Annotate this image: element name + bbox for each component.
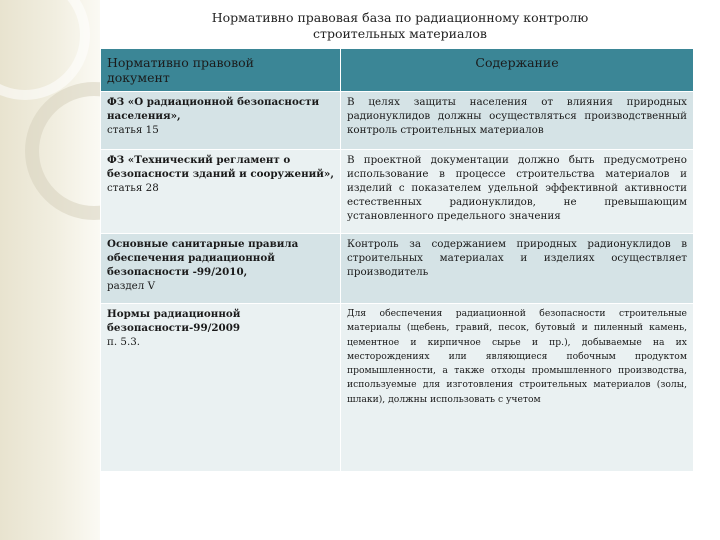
document-reference: статья 28 xyxy=(107,182,159,194)
header-document-line2: документ xyxy=(107,70,170,85)
document-title: ФЗ «Технический регламент о безопасности зданий и сооружений», xyxy=(107,154,334,180)
content-cell: В проектной документации должно быть предусмотрено использование в процессе строительства материалов и изделий с показателем удельной эффективной активности естественных радионуклидов, не превышающим установленного предельного значения xyxy=(341,150,694,234)
document-cell xyxy=(101,234,341,304)
table-row xyxy=(101,304,694,472)
document-title: ФЗ «О радиационной безопасности населения», xyxy=(107,96,320,122)
document-title: Основные санитарные правила обеспечения радиационной безопасности -99/2010, xyxy=(107,238,299,278)
document-cell xyxy=(101,150,341,234)
slide-title xyxy=(120,10,680,42)
document-cell xyxy=(101,304,341,472)
content-cell: В целях защиты населения от влияния природных радионуклидов должны осуществляться производственный контроль строительных материалов xyxy=(341,92,694,150)
regulations-table xyxy=(100,48,694,472)
header-document xyxy=(101,49,341,92)
document-reference: статья 15 xyxy=(107,124,159,136)
slide-title-line1: Нормативно правовая база по радиационному контролю xyxy=(211,10,589,25)
header-document-line1: Нормативно правовой xyxy=(107,55,254,70)
header-content: Содержание xyxy=(341,49,694,92)
table-row xyxy=(101,150,694,234)
content-cell: Для обеспечения радиационной безопасности строительные материалы (щебень, гравий, песок, бутовый и пиленный камень, цементное и кирпичное сырье и пр.), добываемые на их месторождениях или являющиеся побочным продуктом промышленности, а также отходы промышленного производства, используемые для изготовления строительных материалов (золы, шлаки), должны использовать с учетом xyxy=(341,304,694,472)
document-reference: п. 5.3. xyxy=(107,336,141,348)
content-cell: Контроль за содержанием природных радионуклидов в строительных материалах и изделиях осуществляет производитель xyxy=(341,234,694,304)
document-reference: раздел V xyxy=(107,280,156,292)
table-row xyxy=(101,92,694,150)
slide-title-line2: строительных материалов xyxy=(313,26,487,41)
document-cell xyxy=(101,92,341,150)
table-header-row xyxy=(101,49,694,92)
document-title: Нормы радиационной безопасности-99/2009 xyxy=(107,308,241,334)
table-row xyxy=(101,234,694,304)
